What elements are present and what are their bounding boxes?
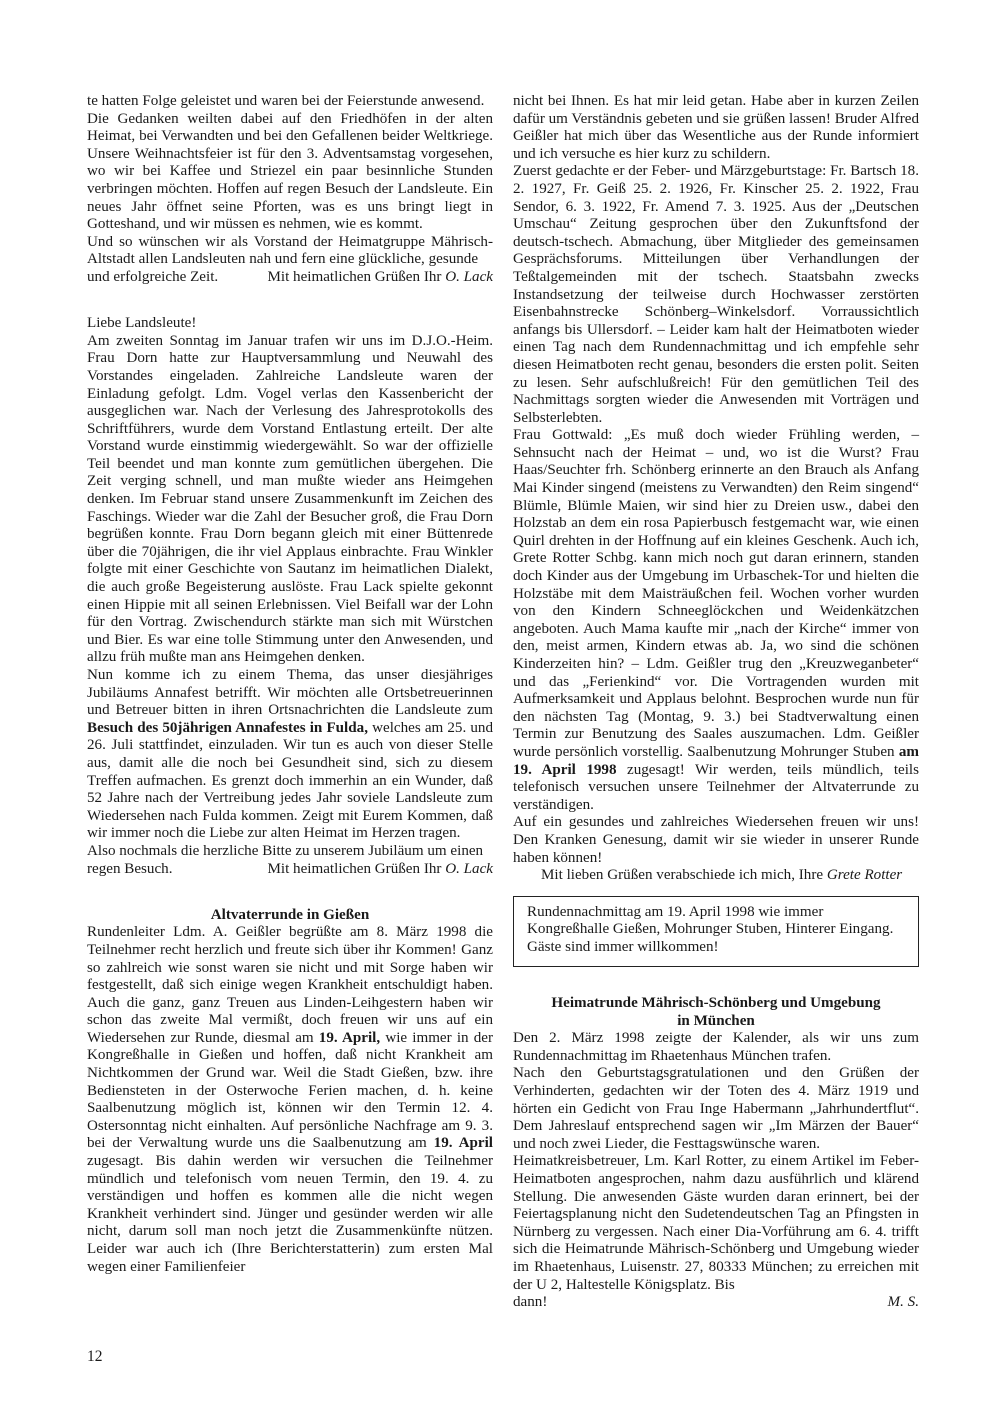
announcement-box [513,896,919,967]
munich-paragraph-3: Heimatkreisbetreuer, Lm. Karl Rotter, zu einem Artikel im Feber-Heimatboten angesprochen, nahm dazu ausführlich und klärend Stellung. Die anwesenden Gäste wurden daran erinnert, bei der Feiertagsplanung nicht den Sudetendeutschen Tag an Pfingsten in Nürnberg zu vergessen. Nach einer Dia-Vorführung am 6. 4. trifft sich die Heimatrunde Mährisch-Schönberg und Umgebung wieder im Rhaetenhaus, Luisenstr. 27, 80333 München; zu erreichen mit der U 2, Haltestelle Königsplatz. Bis [513,1153,919,1293]
letter-sig-right-wrap [267,861,493,879]
right-p3-b: zugesagt! Wir werden, teils mündlich, teils telefonisch versuchen unsere Teilnehmer der Altvaterrunde zu verständigen. [513,761,920,813]
munich-paragraph-2: Nach den Geburtstagsgratulationen und den Grüßen der Verhinderten, gedachten wir der Toten des 4. März 1919 und hörten ein Gedicht von Frau Inge Habermann „Jahrhundertflut“. Dem Jahreslauf entsprechend sagen wir „Im Märzen der Bauer“ und noch zwei Lieder, die Festtagswünsche waren. [513,1065,919,1152]
giessen-p-b: wie immer in der Kongreßhalle in Gießen und hoffen, daß nicht Krankheit am Nichtkommen der Grund war. Weil die Stadt Gießen, bzw. ihre Bediensteten in der Osterwoche Ferien machen, d. h. keine Saalbenutzung möglich ist, können wir den Termin 12. 4. Ostersonntag nicht einhalten. Auf persönliche Nachfrage am 9. 3. bei der Verwaltung wurde uns die Saalbenutzung am [87,1029,493,1152]
right-closing-text: Mit lieben Grüßen verabschiede ich mich, Ihre [541,867,824,884]
page-number: 12 [87,1348,103,1365]
right-paragraph-3 [513,427,919,814]
right-closing-name: Grete Rotter [826,867,903,884]
letter-sig-name: O. Lack [445,860,493,877]
right-paragraph-4: Auf ein gesundes und zahlreiches Wiedersehen freuen wir uns! Den Kranken Genesung, damit wir sie wieder in unserer Runde haben können! [513,814,919,866]
right-paragraph-1: nicht bei Ihnen. Es hat mir leid getan. Habe aber in kurzen Zeilen dafür um Verständnis gebeten und sie grüßen lassen! Bruder Alfred Geißler hat mich über das Wesentliche aus der Runde informiert und ich versuche es hier kurz zu schildern. [513,93,919,162]
letter-greeting: Liebe Landsleute! [87,315,197,332]
letter-signature [87,861,493,879]
intro-sig-name: O. Lack [445,268,493,285]
left-column [87,93,493,1276]
intro-signature [87,269,493,287]
giessen-date-2: 19. April [433,1135,493,1152]
right-date-highlight: am 19. April 1998 [513,743,919,778]
munich-sig-right: M. S. [887,1294,919,1311]
giessen-heading: Altvaterrunde in Gießen [210,906,370,923]
munich-heading-line-2: in München [677,1012,755,1029]
right-closing [513,867,919,885]
giessen-date-1: 19. April, [318,1029,381,1046]
letter-sig-left: regen Besuch. [87,860,173,877]
intro-sig-left: und erfolgreiche Zeit. [87,268,219,285]
letter-paragraph-2 [87,667,493,843]
munich-heading-line-1: Heimatrunde Mährisch-Schönberg und Umgebung [551,995,881,1012]
giessen-p-a: Rundenleiter Ldm. A. Geißler begrüßte am 8. März 1998 die Teilnehmer recht herzlich und freute sich über ihr Kommen! Ganz so zahlreich wie sonst waren sie nicht und mit Sorge haben wir festgestellt, daß sich einige wegen Krankheit entschuldigt haben. Auch die ganz, ganz Treuen aus Linden-Leihgestern haben wir schon das zweite Mal vermißt, doch freuen wir uns auf ein Wiedersehen zur Runde, diesmal am [87,924,493,1046]
intro-sig-right-wrap [267,269,493,287]
right-column [513,93,919,1312]
annafest-highlight: Besuch des 50jährigen Annafestes in Fulda, [87,719,368,736]
giessen-paragraph [87,924,493,1276]
letter-p2-b: welches am 25. und 26. Juli stattfindet, einzuladen. Wir tun es auch von dieser Stelle aus, damit alle die noch bei Gesundheit sind, sich zu diesem Treffen aufmachen. Es grenzt doch immerhin an ein Wunder, daß 52 Jahre nach der Vertreibung jedes Jahr soviele Landsleute zum Wiedersehen nach Fulda kommen. Zeigt mit Eurem Kommen, daß wir immer noch die Liebe zur alten Heimat im Herzen tragen. [87,719,493,842]
munich-sig-left: dann! [513,1294,548,1311]
letter-paragraph-1: Am zweiten Sonntag im Januar trafen wir uns im D.J.O.-Heim. Frau Dorn hatte zur Hauptversammlung und Neuwahl des Vorstandes eingeladen. Zahlreiche Landsleute waren der Einladung gefolgt. Ldm. Vogel verlas den Kassenbericht der ausgeglichen war. Nach der Verlesung des Jahresprotokolls des Schriftführers, wurde dem Vorstand Entlastung erteilt. Der alte Vorstand wurde einstimmig wiedergewählt. So war der offizielle Teil beendet und man konnte zum gemütlichen übergehen. Die Zeit verging schnell, und man mußte wieder ans Heimgehen denken. Im Februar stand unsere Zusammenkunft im Zeichen des Faschings. Wieder war die Zahl der Besucher groß, die Frau Dorn begrüßen konnte. Frau Dorn begann gleich mit einer Büttenrede über die 70jährigen, die ihr viel Applaus einbrachte. Frau Winkler folgte mit einer Geschichte von Sautanz im heimatlichen Dialekt, die auch große Begeisterung auslöste. Frau Lack spielte gekonnt einen Hippie mit all seinen Erlebnissen. Viel Beifall war der Lohn für den Vortrag. Zwischendurch stärkte man sich mit Würstchen und Bier. Es war eine tolle Stimmung unter den Anwesenden, und allzu früh mußte man ans Heimgehen denken. [87,332,493,666]
giessen-p-c: zugesagt. Bis dahin werden wir versuchen die Teilnehmer mündlich und telefonisch vom neuen Termin, den 19. 4. zu verständigen und hoffen es kommen alle die nicht wegen Krankheit verhindert sind. Jünger und gesünder werden wir alle nicht, darum soll man noch jetzt die Zusammenkünfte nützen. Leider war auch ich (Ihre Berichterstatterin) zum ersten Mal wegen einer Familienfeier [87,1153,493,1275]
letter-p2-a: Nun komme ich zu einem Thema, das unser diesjähriges Jubiläums Annafest betrifft. Wir möchten alle Ortsbetreuerinnen und Betreuer bitten in ihren Ortsnachrichten die Landsleute zum [87,667,493,719]
announcement-text: Rundennachmittag am 19. April 1998 wie immer Kongreßhalle Gießen, Mohrunger Stuben, Hinterer Eingang. Gäste sind immer willkommen! [527,903,894,955]
right-paragraph-2: Zuerst gedachte er der Feber- und Märzgeburtstage: Fr. Bartsch 18. 2. 1927, Fr. Geiß 25. 2. 1926, Fr. Kinscher 25. 2. 1922, Frau Sendor, 6. 3. 1922, Fr. Amend 7. 3. 1925. Aus der „Deutschen Umschau“ Zeitung gesprochen über den Zukunftsfond der deutsch-tschech. Abmachung, über Mitglieder des gemeinsamen Gesprächsforums. Mitteilungen über Verhandlungen der Teßtalgemeinden mit der tschech. Staatsbahn zwecks Instandsetzung der teilweise durch Hochwasser zerstörten Eisenbahnstrecke Schönberg–Winkelsdorf. Vorraussichtlich anfangs bis Ullersdorf. – Leider kam halt der Heimatboten wieder einen Tag nach dem Rundennachmittag und ich empfehle sehr diesen Heimatboten recht genau, besonders die ersten polit. Seiten zu lesen. Sehr aufschlußreich! Für den gemütlichen Teil des Nachmittags sorgten wieder die Anwesenden mit Vorträgen und Selbsterlebten. [513,163,919,426]
intro-paragraph-3: Und so wünschen wir als Vorstand der Heimatgruppe Mährisch-Altstadt allen Landsleuten nah und fern eine glückliche, gesunde [87,233,493,268]
letter-sig-right: Mit heimatlichen Grüßen Ihr [267,860,442,877]
munich-paragraph-1: Den 2. März 1998 zeigte der Kalender, als wir uns zum Rundennachmittag im Rhaetenhaus München trafen. [513,1030,919,1064]
intro-sig-right: Mit heimatlichen Grüßen Ihr [267,268,442,285]
intro-paragraph-1: te hatten Folge geleistet und waren bei der Feierstunde anwesend. [87,93,485,109]
letter-paragraph-3: Also nochmals die herzliche Bitte zu unserem Jubiläum um einen [87,842,484,859]
intro-paragraph-2: Die Gedanken weilten dabei auf den Friedhöfen in der alten Heimat, bei Verwandten und bei den Gefallenen beider Weltkriege. Unsere Weihnachtsfeier ist für den 3. Adventsamstag vorgesehen, wo wir bei Kaffee und Striezel ein paar besinnliche Stunden verbringen möchten. Hoffen auf regen Besuch der Landsleute. Ein neues Jahr öffnet seine Pforten, was es uns bringt liegt in Gotteshand, und wir müssen es nehmen, wie es kommt. [87,110,493,233]
munich-signature [513,1294,919,1312]
right-p3-a: Frau Gottwald: „Es muß doch wieder Frühling werden, – Sehnsucht nach der Heimat – und, wo ist die Wurst? Frau Haas/Seuchter frh. Schönberg erinnerte an den Brauch als Anfang Mai Kinder singend (meistens zu Verwandten) den Reim singend“ Blümle, Blümle Maien, wir sind hier zu Dreien usw., dabei den Holzstab an dem ein rosa Papierbusch festgemacht war, wie einen Quirl drehten in der Hoffnung auf ein kleines Geschenk. Auch ich, Grete Rotter Schbg. kann mich noch gut daran erinnern, standen doch Kinder aus der Umgebung im Urbaschek-Tor und hielten die Holzstäbe mit dem Maisträußchen feil. Wochen vorher wurden von den Kindern Schneeglöckchen und Weidenkätzchen angeboten. Auch Mama kaufte mir „nach der Kirche“ immer von den, meist armen, Kindern etwas ab. Ja, wo sind die schönen Kinderzeiten hin? – Ldm. Geißler trug den „Kreuzweganbeter“ und das „Ferienkind“ vor. Die Vortragenden wurden mit Aufmerksamkeit und Applaus belohnt. Besprochen wurde nun für den nächsten Tag (Montag, 9. 3.) bei Stadtverwaltung einen Termin zur Benutzung des Saales auszumachen. Ldm. Geißler wurde persönlich vorstellig. Saalbenutzung Mohrunger Stuben [513,427,919,760]
